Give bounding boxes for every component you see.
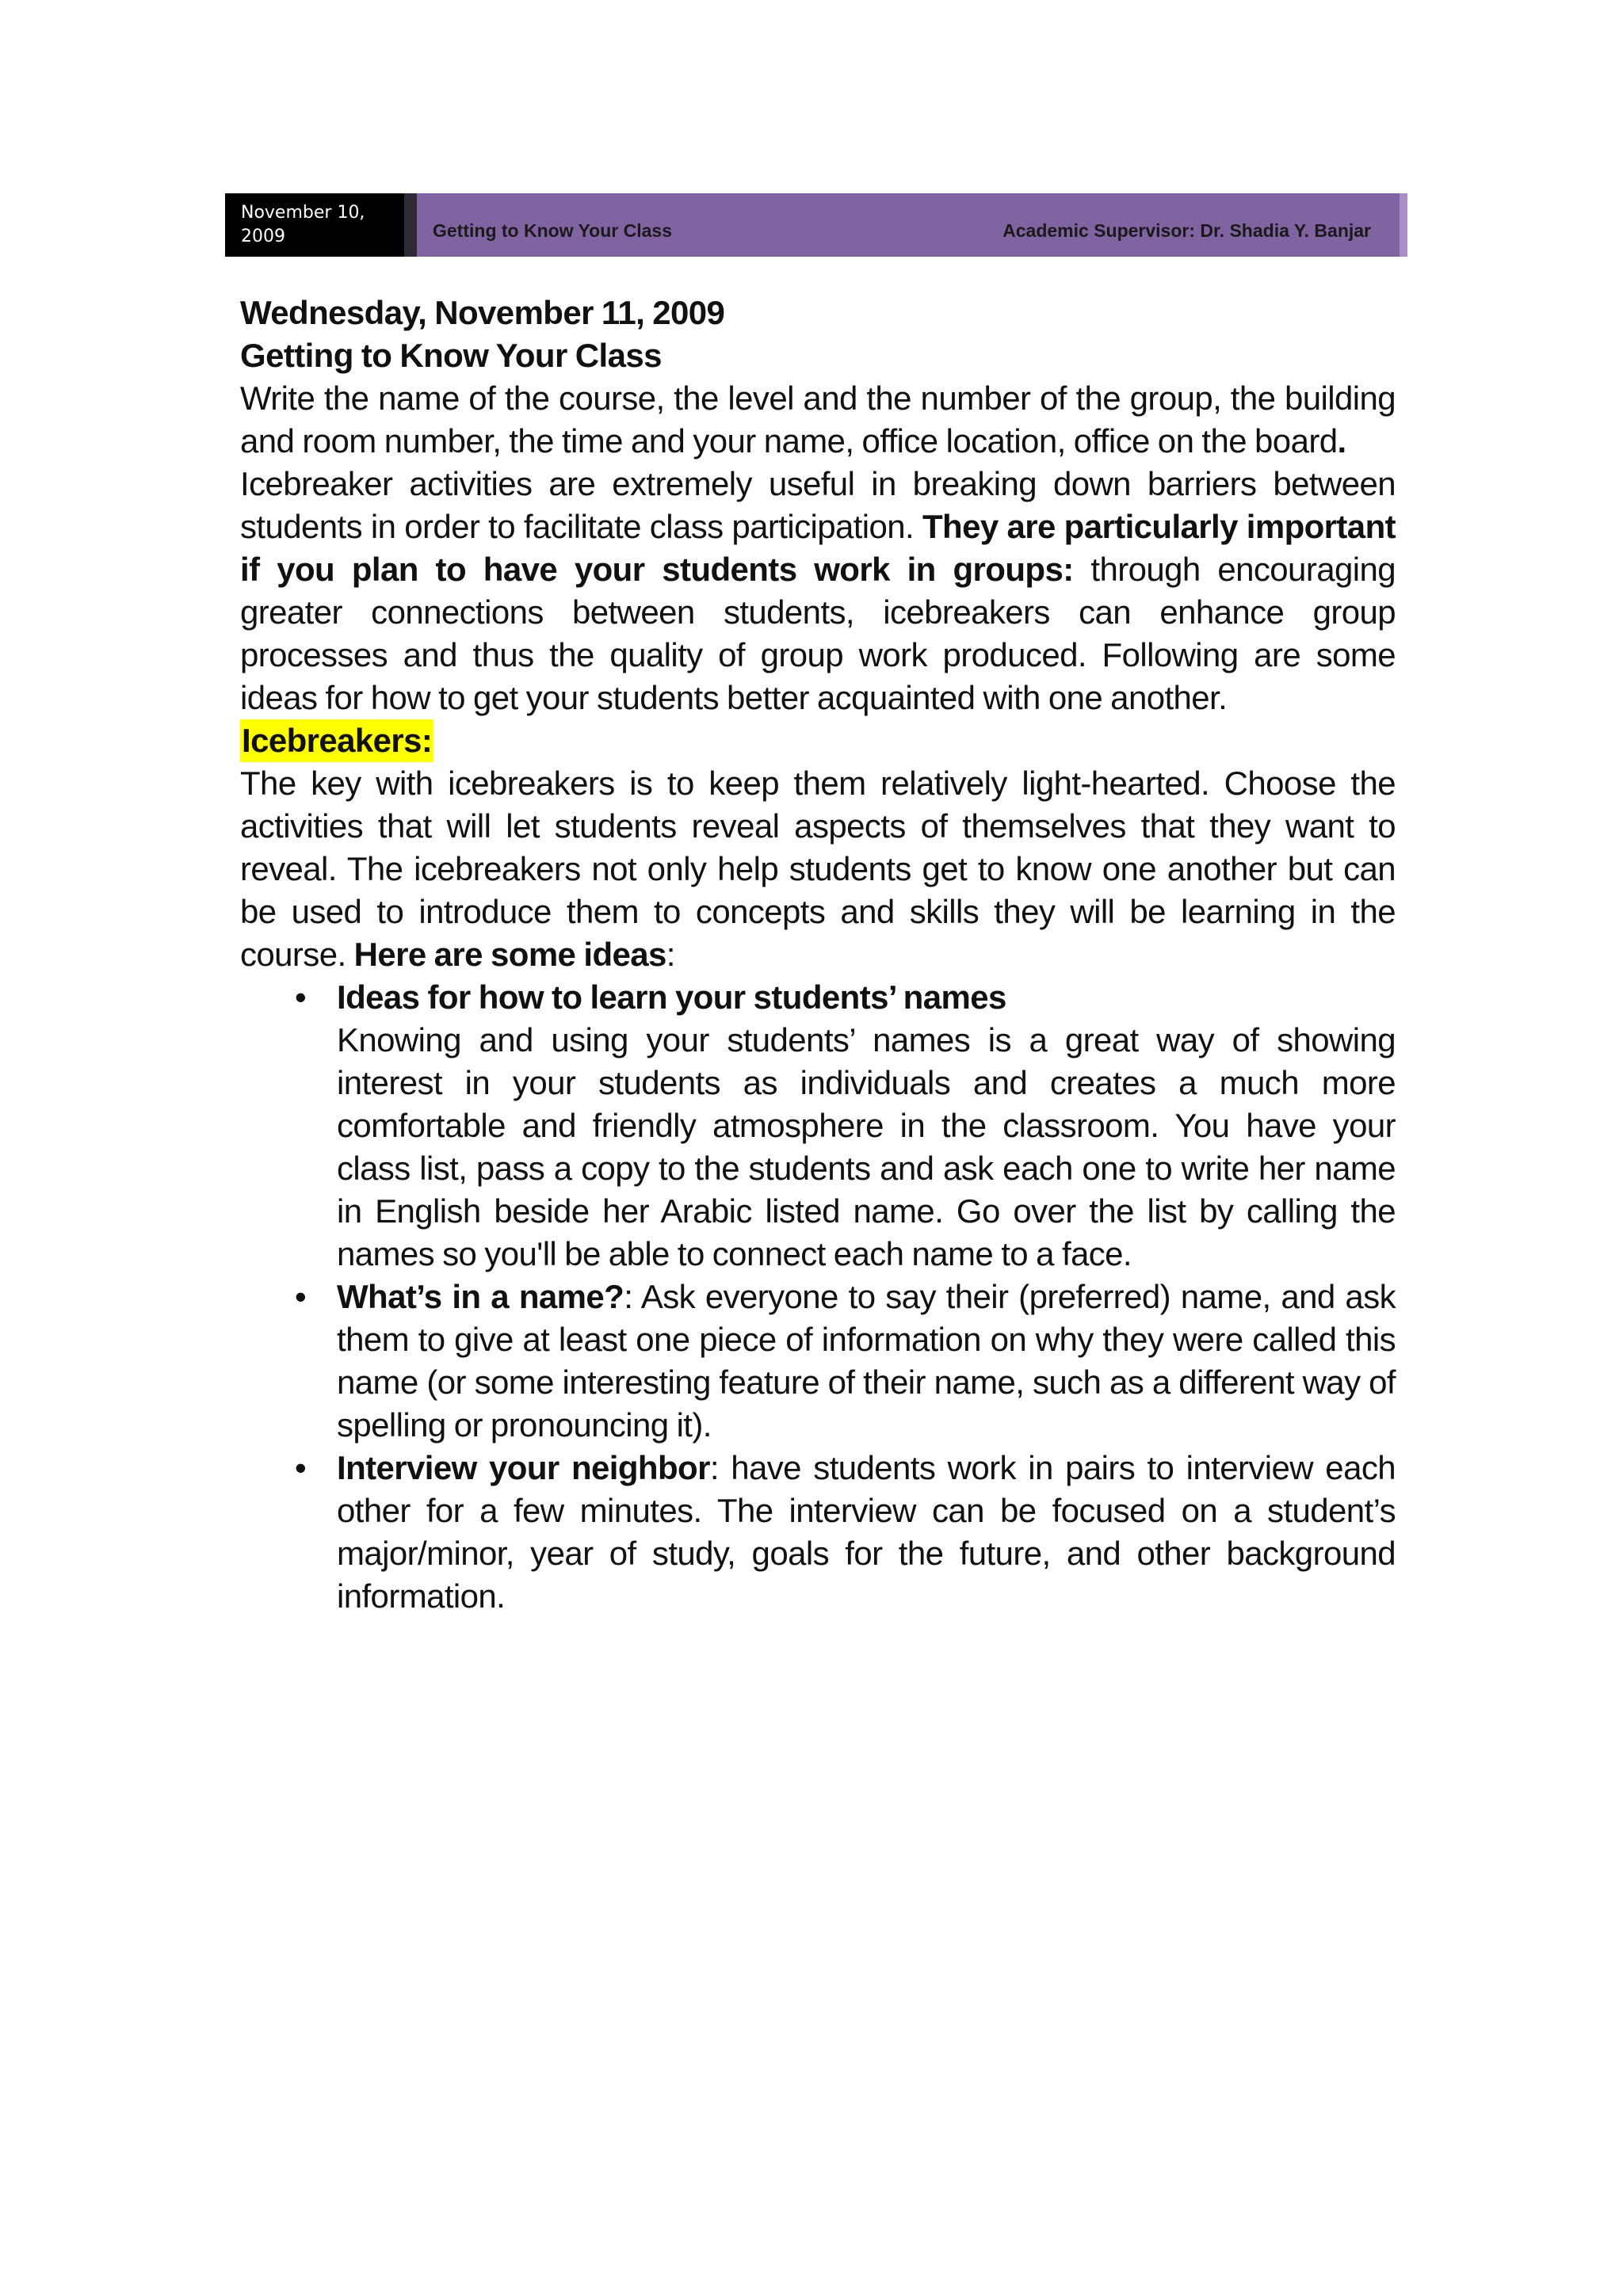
key-text-end: : <box>666 936 675 973</box>
header-divider <box>404 193 417 257</box>
document-date: Wednesday, November 11, 2009 <box>240 294 725 331</box>
document-body <box>240 292 1396 1618</box>
icebreaker-text-bold: They are particularly important if you plan to have your students work in groups: <box>240 508 1396 588</box>
key-paragraph <box>240 762 1396 976</box>
header-title: Getting to Know Your Class <box>433 219 672 241</box>
icebreakers-heading: Icebreakers: <box>240 719 433 762</box>
icebreaker-paragraph <box>240 463 1396 719</box>
header-supervisor: Academic Supervisor: Dr. Shadia Y. Banjar <box>1002 219 1371 241</box>
header-date-line1: November 10, <box>241 203 365 223</box>
list-item-text: Knowing and using your students’ names is a great way of showing interest in your students as individuals and creates a much more comfortable and friendly atmosphere in the classroom. You have your class list, pass a copy to the students and ask each one to write her name in English beside her Arabic listed name. Go over the list by calling the names so you'll be able to connect each name to a face. <box>337 1021 1396 1272</box>
intro-text: Write the name of the course, the level and the number of the group, the building and room number, the time and your name, office location, office on the board <box>240 379 1396 460</box>
list-item-text: : Ask everyone to say their (preferred) name, and ask them to give at least one piece of information on why they were called this name (or some interesting feature of their name, such as a different way of spelling or pronouncing it). <box>337 1278 1396 1444</box>
bullet-icon: • <box>294 1449 307 1486</box>
bullet-icon: • <box>294 978 307 1016</box>
list-item-title: Ideas for how to learn your students’ names <box>337 978 1006 1016</box>
icebreaker-text-b: through encouraging greater connections between students, icebreakers can enhance group processes and thus the quality of group work produced. Following are some ideas for how to get your students better acquainted with one another. <box>240 551 1396 716</box>
list-item <box>240 1447 1396 1618</box>
key-text: The key with icebreakers is to keep them relatively light-hearted. Choose the activities that will let students reveal aspects of themselves that they want to reveal. The icebreakers not only help students get to know one another but can be used to introduce them to concepts and skills they will be learning in the course. <box>240 765 1396 973</box>
list-item-text: : have students work in pairs to interview each other for a few minutes. The interview can be focused on a student’s major/minor, year of study, goals for the future, and other background information. <box>337 1449 1396 1615</box>
bullet-icon: • <box>294 1278 307 1315</box>
icebreakers-heading-row <box>240 719 1396 762</box>
list-item <box>240 1276 1396 1447</box>
key-text-bold: Here are some ideas <box>353 936 666 973</box>
intro-paragraph <box>240 377 1396 463</box>
header-date-box <box>225 193 404 257</box>
header-accent-edge <box>1400 193 1407 257</box>
header-date-line2: 2009 <box>241 227 285 246</box>
list-item <box>240 976 1396 1276</box>
list-item-title: Interview your neighbor <box>337 1449 710 1486</box>
document-title: Getting to Know Your Class <box>240 337 662 374</box>
intro-end: . <box>1337 422 1346 460</box>
list-item-title: What’s in a name? <box>337 1278 624 1315</box>
page-header <box>225 193 1407 257</box>
header-band <box>417 193 1407 257</box>
icebreaker-text-a: Icebreaker activities are extremely useful in breaking down barriers between students in order to facilitate class participation. <box>240 465 1396 545</box>
ideas-list <box>240 976 1396 1618</box>
